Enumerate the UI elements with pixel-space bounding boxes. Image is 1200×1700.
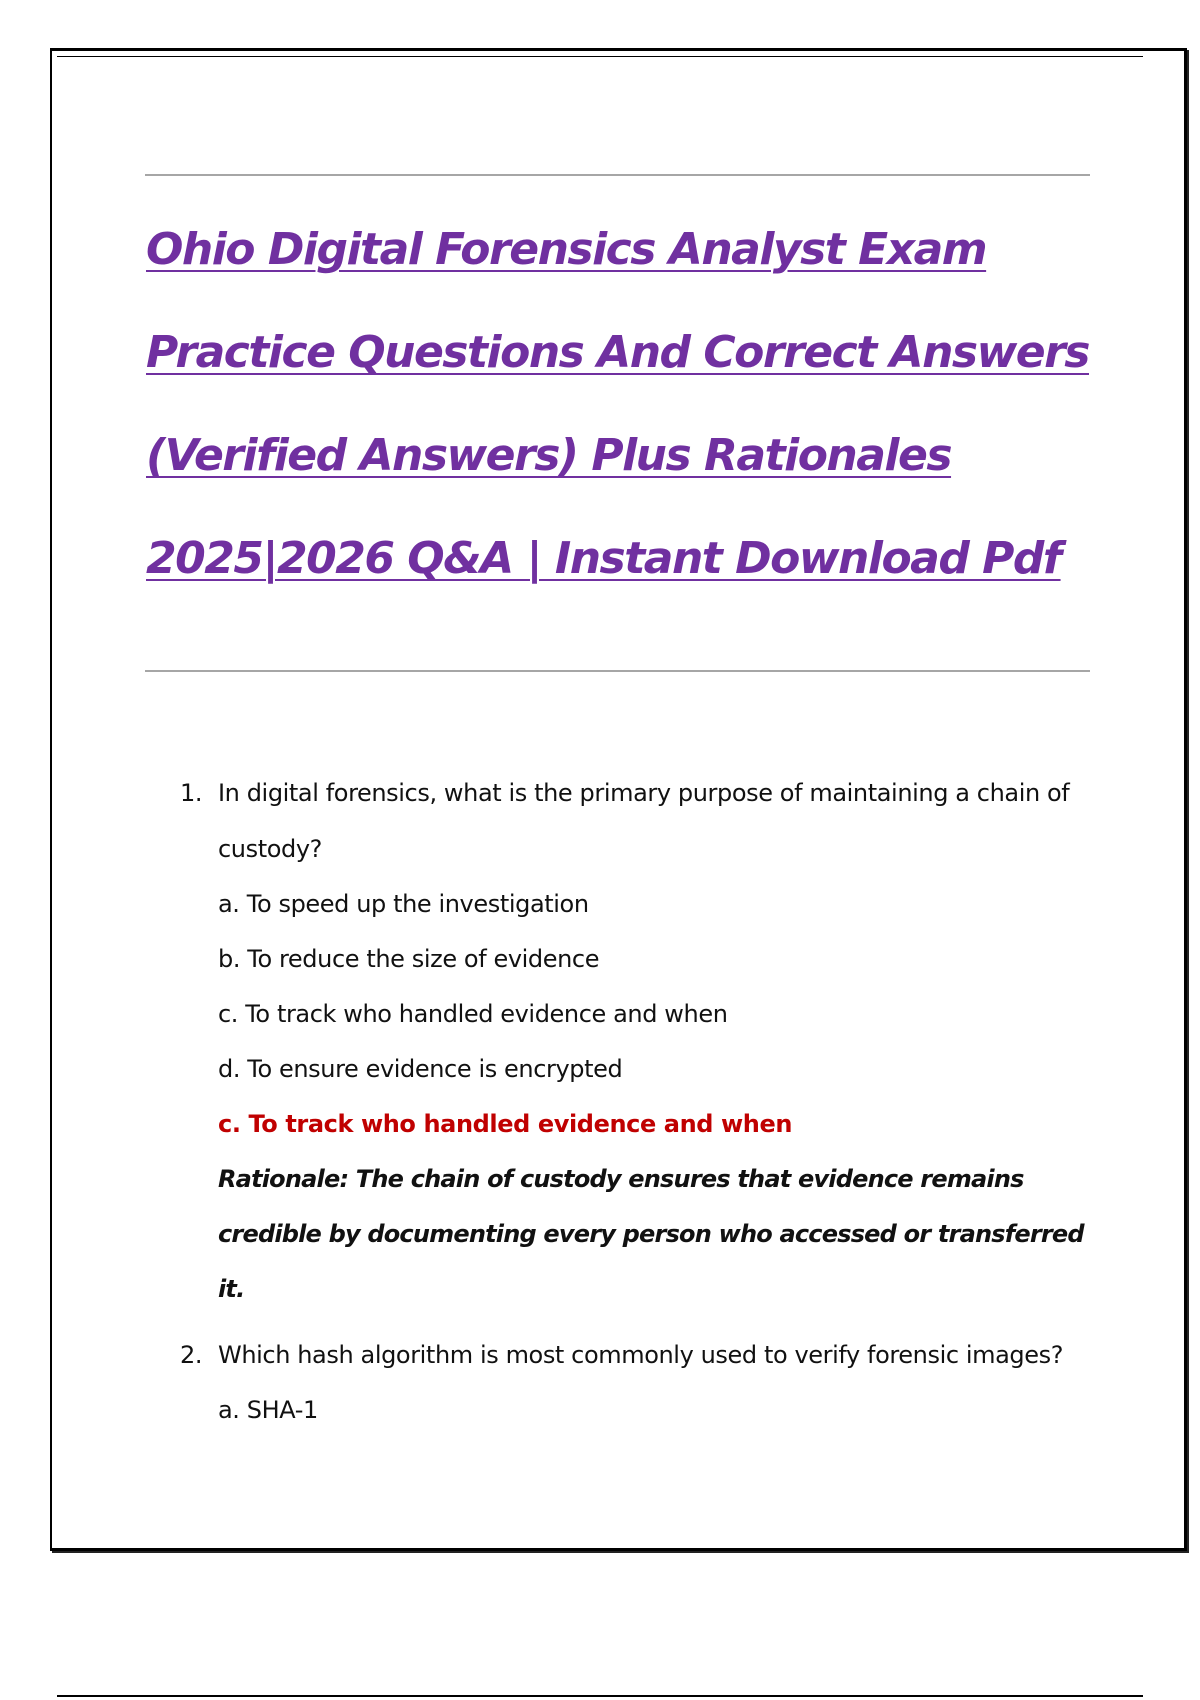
title-top-rule — [145, 174, 1090, 176]
next-page-top-rule — [57, 1695, 1143, 1697]
question-list — [180, 765, 1100, 1438]
rationale-text: Rationale: The chain of custody ensures that evidence remains credible by documenting every person who accessed or transferred it. — [218, 1165, 1084, 1303]
document-title — [146, 198, 1106, 610]
title-bottom-rule — [145, 670, 1090, 672]
question-number: 2. — [180, 1341, 203, 1369]
answer-option: b. To reduce the size of evidence — [218, 945, 600, 973]
answer-option: a. To speed up the investigation — [218, 890, 589, 918]
answer-option: c. To track who handled evidence and when — [218, 1000, 728, 1028]
question-item — [180, 765, 1100, 1317]
title-line: Ohio Digital Forensics Analyst Exam — [146, 224, 987, 275]
question-item — [180, 1327, 1100, 1438]
question-text: In digital forensics, what is the primary purpose of maintaining a chain of custody? — [218, 779, 1070, 863]
correct-answer: c. To track who handled evidence and when — [218, 1110, 793, 1138]
answer-option: d. To ensure evidence is encrypted — [218, 1055, 623, 1083]
answer-option: a. SHA-1 — [218, 1396, 318, 1424]
page-border-inner-rule — [57, 56, 1143, 57]
title-line: 2025|2026 Q&A | Instant Download Pdf — [146, 533, 1061, 584]
question-number: 1. — [180, 779, 203, 807]
title-line: (Verified Answers) Plus Rationales — [146, 430, 952, 481]
title-line: Practice Questions And Correct Answers — [146, 327, 1089, 378]
question-text: Which hash algorithm is most commonly used to verify forensic images? — [218, 1341, 1064, 1369]
